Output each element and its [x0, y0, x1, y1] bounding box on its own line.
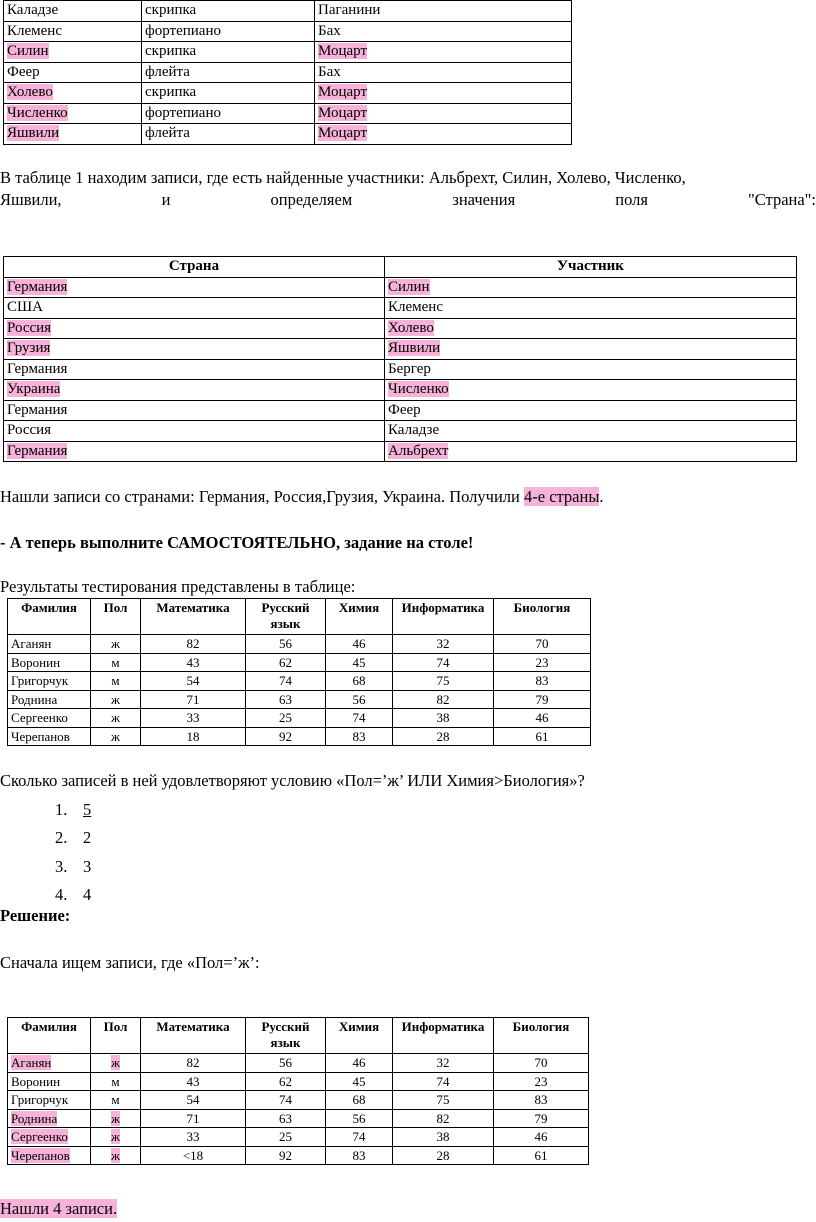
table-cell: Сергеенко [8, 1128, 91, 1147]
paragraph-line-2 [0, 189, 816, 211]
column-header: Химия [326, 599, 393, 635]
musician-name: Феер [4, 62, 142, 83]
table-cell: 82 [141, 635, 246, 654]
table-row [4, 400, 797, 421]
table-cell: 74 [393, 653, 494, 672]
table-cell: 74 [393, 1072, 494, 1091]
table-cell: 75 [393, 672, 494, 691]
column-header: Математика [141, 599, 246, 635]
table-row [4, 83, 572, 104]
table-cell: ж [91, 635, 141, 654]
table-cell: 71 [141, 690, 246, 709]
musician-name: Клеменс [4, 21, 142, 42]
test-results-table [7, 598, 591, 746]
table-cell: 71 [141, 1109, 246, 1128]
table-row [8, 1109, 589, 1128]
country-cell: Россия [4, 421, 385, 442]
musician-name: Каладзе [4, 1, 142, 22]
musician-composer: Моцарт [315, 124, 572, 145]
table-cell: 46 [494, 709, 591, 728]
table-row [8, 1054, 589, 1073]
member-cell: Феер [385, 400, 797, 421]
musician-name: Силин [4, 42, 142, 63]
table-cell: 82 [393, 1109, 494, 1128]
table-row [8, 690, 591, 709]
table-cell: 68 [326, 1091, 393, 1110]
member-cell: Численко [385, 380, 797, 401]
table-cell: 32 [393, 635, 494, 654]
table-cell: ж [91, 690, 141, 709]
table-row [8, 727, 591, 746]
table-cell: 83 [494, 1091, 589, 1110]
table-row [8, 1128, 589, 1147]
header-member: Участник [385, 257, 797, 278]
musician-name: Холево [4, 83, 142, 104]
musician-composer: Бах [315, 21, 572, 42]
musician-name: Яшвили [4, 124, 142, 145]
musician-instrument: флейта [142, 62, 315, 83]
table-cell: 82 [393, 690, 494, 709]
country-cell: Германия [4, 277, 385, 298]
member-cell: Каладзе [385, 421, 797, 442]
table-cell: 43 [141, 653, 246, 672]
table-cell: 25 [246, 709, 326, 728]
table-row [4, 103, 572, 124]
column-header: Русский язык [246, 1018, 326, 1054]
musician-instrument: скрипка [142, 1, 315, 22]
table-cell: Воронин [8, 653, 91, 672]
answer-option-2: 2. 2 [55, 828, 92, 847]
member-cell: Клеменс [385, 298, 797, 319]
musician-composer: Моцарт [315, 103, 572, 124]
answer-option-3: 3. 3 [55, 857, 92, 876]
table-cell: 68 [326, 672, 393, 691]
table-cell: 18 [141, 727, 246, 746]
column-header: Информатика [393, 599, 494, 635]
column-header: Русский язык [246, 599, 326, 635]
table-cell: Роднина [8, 1109, 91, 1128]
filtered-results-table [7, 1017, 589, 1165]
member-cell: Силин [385, 277, 797, 298]
question-text: Сколько записей в ней удовлетворяют условию «Пол=’ж’ ИЛИ Химия>Биология»? [0, 771, 585, 790]
intro-text: Результаты тестирования представлены в таблице: [0, 577, 356, 596]
country-cell: Россия [4, 318, 385, 339]
table-cell: ж [91, 709, 141, 728]
table-row [4, 277, 797, 298]
task-heading: - А теперь выполните САМОСТОЯТЕЛЬНО, задание на столе! [0, 533, 474, 552]
paragraph-word: и [161, 190, 171, 209]
musicians-table [3, 0, 572, 145]
table-row [4, 21, 572, 42]
table-cell: 33 [141, 709, 246, 728]
table-cell: 45 [326, 653, 393, 672]
table-cell: 74 [246, 1091, 326, 1110]
column-header: Фамилия [8, 1018, 91, 1054]
table-cell: Роднина [8, 690, 91, 709]
table-cell: ж [91, 1128, 141, 1147]
column-header: Химия [326, 1018, 393, 1054]
table-cell: 45 [326, 1072, 393, 1091]
table-cell: 83 [326, 1146, 393, 1165]
table-cell: 33 [141, 1128, 246, 1147]
table-cell: 56 [326, 690, 393, 709]
musician-composer: Моцарт [315, 83, 572, 104]
table-cell: 28 [393, 727, 494, 746]
table-row [8, 672, 591, 691]
table-row [4, 380, 797, 401]
table-cell: 23 [494, 653, 591, 672]
column-header: Информатика [393, 1018, 494, 1054]
table-row [4, 124, 572, 145]
column-header: Математика [141, 1018, 246, 1054]
table-row [4, 359, 797, 380]
country-cell: Грузия [4, 339, 385, 360]
table-row [8, 635, 591, 654]
table-cell: м [91, 672, 141, 691]
country-cell: Германия [4, 441, 385, 462]
musician-instrument: фортепиано [142, 103, 315, 124]
member-cell: Холево [385, 318, 797, 339]
paragraph-find-records [0, 167, 816, 211]
table-row [4, 1, 572, 22]
table-cell: 70 [494, 635, 591, 654]
table-cell: Черепанов [8, 1146, 91, 1165]
country-cell: Германия [4, 359, 385, 380]
table-cell: 56 [246, 1054, 326, 1073]
table-row [4, 421, 797, 442]
table-cell: м [91, 1072, 141, 1091]
table-row [8, 1091, 589, 1110]
table-cell: 23 [494, 1072, 589, 1091]
member-cell: Бергер [385, 359, 797, 380]
table-cell: 74 [246, 672, 326, 691]
table-cell: ж [91, 1146, 141, 1165]
paragraph-word: значения [452, 190, 516, 209]
paragraph-word: определяем [270, 190, 353, 209]
para2-prefix: Нашли записи со странами: Германия, Россия,Грузия, Украина. Получили [0, 487, 524, 506]
musician-instrument: фортепиано [142, 21, 315, 42]
para2-suffix: . [599, 487, 604, 506]
table-cell: 56 [326, 1109, 393, 1128]
country-table [3, 256, 797, 462]
table-cell: 61 [494, 727, 591, 746]
table-cell: 32 [393, 1054, 494, 1073]
table-cell: <18 [141, 1146, 246, 1165]
table-cell: 54 [141, 1091, 246, 1110]
column-header: Пол [91, 1018, 141, 1054]
table-cell: Воронин [8, 1072, 91, 1091]
table-cell: 28 [393, 1146, 494, 1165]
table-cell: Черепанов [8, 727, 91, 746]
table-row [4, 42, 572, 63]
table-cell: 79 [494, 1109, 589, 1128]
member-cell: Альбрехт [385, 441, 797, 462]
table-cell: 61 [494, 1146, 589, 1165]
table-cell: 75 [393, 1091, 494, 1110]
table-cell: 92 [246, 727, 326, 746]
column-header: Биология [494, 599, 591, 635]
column-header: Пол [91, 599, 141, 635]
table-cell: Григорчук [8, 672, 91, 691]
musician-composer: Моцарт [315, 42, 572, 63]
table-cell: 82 [141, 1054, 246, 1073]
table-cell: 38 [393, 709, 494, 728]
table-cell: 62 [246, 1072, 326, 1091]
musician-composer: Паганини [315, 1, 572, 22]
table-cell: 63 [246, 690, 326, 709]
answer-option-1: 1. 5 [55, 800, 92, 819]
found-result: Нашли 4 записи. [0, 1199, 118, 1218]
musician-instrument: скрипка [142, 83, 315, 104]
table-row [8, 653, 591, 672]
member-cell: Яшвили [385, 339, 797, 360]
table-cell: ж [91, 727, 141, 746]
table-cell: 63 [246, 1109, 326, 1128]
table-cell: 74 [326, 1128, 393, 1147]
table-cell: м [91, 653, 141, 672]
table-cell: 43 [141, 1072, 246, 1091]
country-cell: Украина [4, 380, 385, 401]
table-cell: Аганян [8, 1054, 91, 1073]
paragraph-line-1: В таблице 1 находим записи, где есть найденные участники: Альбрехт, Силин, Холево, Численко, [0, 168, 686, 187]
table-cell: 54 [141, 672, 246, 691]
table-cell: Григорчук [8, 1091, 91, 1110]
country-cell: США [4, 298, 385, 319]
musician-instrument: флейта [142, 124, 315, 145]
paragraph-countries-found [0, 486, 604, 508]
table-cell: 46 [326, 635, 393, 654]
table-cell: 92 [246, 1146, 326, 1165]
answer-option-4: 4. 4 [55, 885, 92, 904]
header-country: Страна [4, 257, 385, 278]
table-row [8, 1146, 589, 1165]
column-header: Биология [494, 1018, 589, 1054]
table-cell: 56 [246, 635, 326, 654]
table-cell: 38 [393, 1128, 494, 1147]
table-row [8, 709, 591, 728]
table-row [4, 62, 572, 83]
country-cell: Германия [4, 400, 385, 421]
musician-name: Численко [4, 103, 142, 124]
table-row [4, 298, 797, 319]
table-cell: Сергеенко [8, 709, 91, 728]
musician-instrument: скрипка [142, 42, 315, 63]
table-row [4, 318, 797, 339]
solution-heading: Решение: [0, 906, 71, 925]
table-cell: 46 [326, 1054, 393, 1073]
musician-composer: Бах [315, 62, 572, 83]
first-step-text: Сначала ищем записи, где «Пол=’ж’: [0, 953, 260, 972]
column-header: Фамилия [8, 599, 91, 635]
para2-highlight: 4-е страны [524, 487, 600, 506]
table-cell: ж [91, 1109, 141, 1128]
table-cell: 62 [246, 653, 326, 672]
table-row [4, 339, 797, 360]
table-cell: 70 [494, 1054, 589, 1073]
table-cell: 46 [494, 1128, 589, 1147]
table-cell: 25 [246, 1128, 326, 1147]
table-cell: Аганян [8, 635, 91, 654]
table-cell: 83 [326, 727, 393, 746]
table-cell: ж [91, 1054, 141, 1073]
paragraph-word: поля [615, 190, 648, 209]
table-cell: 79 [494, 690, 591, 709]
paragraph-word: "Страна": [748, 190, 816, 209]
table-row [8, 1072, 589, 1091]
table-cell: 83 [494, 672, 591, 691]
paragraph-word: Яшвили, [0, 190, 62, 209]
table-cell: 74 [326, 709, 393, 728]
table-row [4, 441, 797, 462]
table-cell: м [91, 1091, 141, 1110]
